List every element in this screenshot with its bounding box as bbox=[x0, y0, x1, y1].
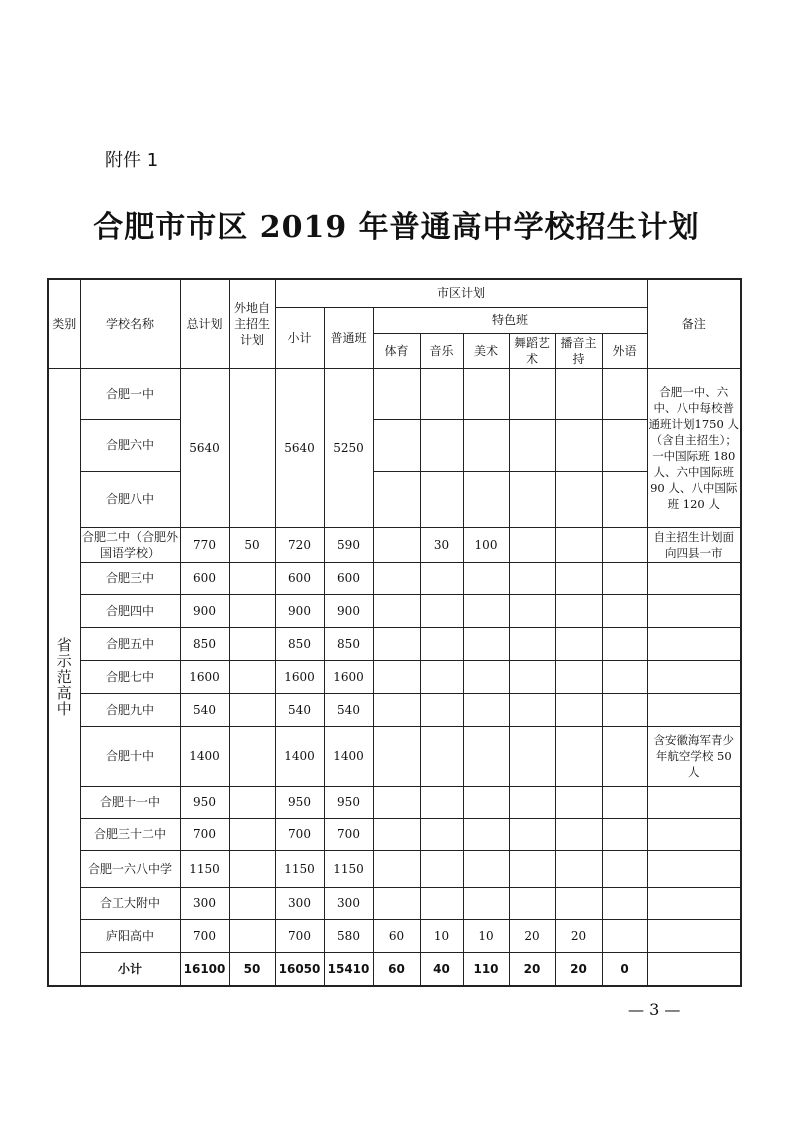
school-name: 合肥二中（合肥外国语学校） bbox=[80, 527, 180, 562]
subtotal-value: 700 bbox=[275, 919, 324, 952]
foreign-value bbox=[602, 850, 647, 887]
school-name: 合肥三中 bbox=[80, 562, 180, 594]
school-name: 合肥九中 bbox=[80, 693, 180, 726]
sports-value bbox=[373, 660, 420, 693]
foreign-value bbox=[602, 786, 647, 818]
total-outside-plan-value: 50 bbox=[229, 952, 275, 986]
regular-value: 1400 bbox=[324, 726, 373, 786]
broadcast-value bbox=[555, 527, 602, 562]
broadcast-value bbox=[555, 562, 602, 594]
table-row bbox=[48, 471, 741, 527]
regular-value: 1600 bbox=[324, 660, 373, 693]
table-row bbox=[48, 786, 741, 818]
foreign-value bbox=[602, 818, 647, 850]
dance-value: 20 bbox=[509, 919, 555, 952]
dance-value bbox=[509, 726, 555, 786]
remark-cell bbox=[647, 627, 741, 660]
school-name: 庐阳高中 bbox=[80, 919, 180, 952]
total-foreign-value: 0 bbox=[602, 952, 647, 986]
broadcast-value bbox=[555, 850, 602, 887]
art-value bbox=[463, 786, 509, 818]
art-value bbox=[463, 594, 509, 627]
subtotal-value: 1600 bbox=[275, 660, 324, 693]
broadcast-value bbox=[555, 693, 602, 726]
header-remarks: 备注 bbox=[647, 279, 741, 368]
total-plan-value: 900 bbox=[180, 594, 229, 627]
table-row bbox=[48, 693, 741, 726]
subtotal-value: 1400 bbox=[275, 726, 324, 786]
header-regular-class: 普通班 bbox=[324, 307, 373, 368]
foreign-value bbox=[602, 660, 647, 693]
regular-value: 1150 bbox=[324, 850, 373, 887]
total-total-plan-value: 16100 bbox=[180, 952, 229, 986]
outside-plan-value bbox=[229, 627, 275, 660]
table-row bbox=[48, 419, 741, 471]
subtotal-value: 850 bbox=[275, 627, 324, 660]
outside-plan-value bbox=[229, 786, 275, 818]
subtotal-value: 720 bbox=[275, 527, 324, 562]
broadcast-value bbox=[555, 726, 602, 786]
outside-plan-value bbox=[229, 818, 275, 850]
school-name: 合肥一中 bbox=[80, 368, 180, 419]
total-plan-value: 1150 bbox=[180, 850, 229, 887]
foreign-value bbox=[602, 887, 647, 919]
art-value bbox=[463, 726, 509, 786]
header-art: 美术 bbox=[463, 333, 509, 368]
regular-value: 540 bbox=[324, 693, 373, 726]
sports-value bbox=[373, 471, 420, 527]
music-value bbox=[420, 660, 463, 693]
header-subtotal: 小计 bbox=[275, 307, 324, 368]
subtotal-value: 1150 bbox=[275, 850, 324, 887]
music-value bbox=[420, 562, 463, 594]
foreign-value bbox=[602, 562, 647, 594]
broadcast-value bbox=[555, 818, 602, 850]
subtotal-value: 950 bbox=[275, 786, 324, 818]
table-row bbox=[48, 368, 741, 419]
outside-plan-value bbox=[229, 887, 275, 919]
sports-value bbox=[373, 368, 420, 419]
outside-plan-value bbox=[229, 726, 275, 786]
music-value bbox=[420, 368, 463, 419]
school-name: 合工大附中 bbox=[80, 887, 180, 919]
outside-plan-value bbox=[229, 594, 275, 627]
remark-cell bbox=[647, 562, 741, 594]
total-row bbox=[48, 952, 741, 986]
foreign-value bbox=[602, 627, 647, 660]
sports-value bbox=[373, 594, 420, 627]
art-value bbox=[463, 887, 509, 919]
school-name: 合肥三十二中 bbox=[80, 818, 180, 850]
music-value: 10 bbox=[420, 919, 463, 952]
dance-value bbox=[509, 887, 555, 919]
school-name: 合肥十一中 bbox=[80, 786, 180, 818]
art-value bbox=[463, 818, 509, 850]
header-broadcast: 播音主持 bbox=[555, 333, 602, 368]
regular-value: 580 bbox=[324, 919, 373, 952]
sports-value bbox=[373, 887, 420, 919]
broadcast-value bbox=[555, 660, 602, 693]
total-plan-value: 770 bbox=[180, 527, 229, 562]
school-name: 合肥八中 bbox=[80, 471, 180, 527]
foreign-value bbox=[602, 726, 647, 786]
art-value: 10 bbox=[463, 919, 509, 952]
total-plan-value: 700 bbox=[180, 818, 229, 850]
table-row bbox=[48, 660, 741, 693]
sports-value bbox=[373, 786, 420, 818]
foreign-value bbox=[602, 527, 647, 562]
dance-value bbox=[509, 850, 555, 887]
total-label: 小计 bbox=[80, 952, 180, 986]
dance-value bbox=[509, 471, 555, 527]
foreign-value bbox=[602, 368, 647, 419]
table-row bbox=[48, 850, 741, 887]
total-broadcast-value: 20 bbox=[555, 952, 602, 986]
remark-cell bbox=[647, 660, 741, 693]
table-row bbox=[48, 527, 741, 562]
attachment-label: 附件 1 bbox=[105, 150, 159, 171]
table-row bbox=[48, 627, 741, 660]
table-row bbox=[48, 594, 741, 627]
school-name: 合肥七中 bbox=[80, 660, 180, 693]
foreign-value bbox=[602, 919, 647, 952]
table-row bbox=[48, 562, 741, 594]
art-value bbox=[463, 471, 509, 527]
enrollment-plan-table bbox=[47, 278, 742, 987]
outside-plan-value bbox=[229, 850, 275, 887]
total-sports-value: 60 bbox=[373, 952, 420, 986]
header-foreign-language: 外语 bbox=[602, 333, 647, 368]
total-plan-value: 700 bbox=[180, 919, 229, 952]
dance-value bbox=[509, 368, 555, 419]
table-row bbox=[48, 919, 741, 952]
page-title: 合肥市市区 2019 年普通高中学校招生计划 bbox=[93, 210, 700, 245]
school-name: 合肥四中 bbox=[80, 594, 180, 627]
outside-plan-value: 50 bbox=[229, 527, 275, 562]
music-value bbox=[420, 726, 463, 786]
music-value bbox=[420, 786, 463, 818]
art-value bbox=[463, 627, 509, 660]
art-value bbox=[463, 562, 509, 594]
header-dance: 舞蹈艺术 bbox=[509, 333, 555, 368]
school-name: 合肥一六八中学 bbox=[80, 850, 180, 887]
remark-cell bbox=[647, 850, 741, 887]
regular-value: 300 bbox=[324, 887, 373, 919]
table-row bbox=[48, 818, 741, 850]
dance-value bbox=[509, 562, 555, 594]
subtotal-value: 600 bbox=[275, 562, 324, 594]
remark-cell: 含安徽海军青少年航空学校 50 人 bbox=[647, 726, 741, 786]
remark-cell: 合肥一中、六中、八中每校普通班计划1750 人（含自主招生）；一中国际班 180 人、六中国际班 90 人、八中国际班 120 人 bbox=[647, 368, 741, 527]
total-art-value: 110 bbox=[463, 952, 509, 986]
subtotal-value: 700 bbox=[275, 818, 324, 850]
dance-value bbox=[509, 660, 555, 693]
table-row bbox=[48, 726, 741, 786]
dance-value bbox=[509, 818, 555, 850]
regular-value: 850 bbox=[324, 627, 373, 660]
total-regular-value: 15410 bbox=[324, 952, 373, 986]
music-value: 30 bbox=[420, 527, 463, 562]
outside-plan-value bbox=[229, 562, 275, 594]
total-plan-value: 300 bbox=[180, 887, 229, 919]
subtotal-value: 5640 bbox=[275, 368, 324, 527]
music-value bbox=[420, 594, 463, 627]
subtotal-value: 900 bbox=[275, 594, 324, 627]
broadcast-value bbox=[555, 594, 602, 627]
art-value bbox=[463, 419, 509, 471]
foreign-value bbox=[602, 594, 647, 627]
art-value bbox=[463, 660, 509, 693]
header-special-class: 特色班 bbox=[373, 307, 647, 333]
sports-value bbox=[373, 850, 420, 887]
sports-value bbox=[373, 527, 420, 562]
total-plan-value: 1600 bbox=[180, 660, 229, 693]
subtotal-value: 540 bbox=[275, 693, 324, 726]
header-city-plan: 市区计划 bbox=[275, 279, 647, 307]
foreign-value bbox=[602, 693, 647, 726]
sports-value bbox=[373, 726, 420, 786]
header-category: 类别 bbox=[48, 279, 80, 368]
total-plan-value: 540 bbox=[180, 693, 229, 726]
sports-value bbox=[373, 419, 420, 471]
regular-value: 700 bbox=[324, 818, 373, 850]
subtotal-value: 300 bbox=[275, 887, 324, 919]
total-plan-value: 850 bbox=[180, 627, 229, 660]
broadcast-value: 20 bbox=[555, 919, 602, 952]
table-row bbox=[48, 887, 741, 919]
music-value bbox=[420, 627, 463, 660]
regular-value: 590 bbox=[324, 527, 373, 562]
total-dance-value: 20 bbox=[509, 952, 555, 986]
broadcast-value bbox=[555, 471, 602, 527]
outside-plan-value bbox=[229, 693, 275, 726]
header-sports: 体育 bbox=[373, 333, 420, 368]
art-value bbox=[463, 850, 509, 887]
broadcast-value bbox=[555, 368, 602, 419]
school-name: 合肥十中 bbox=[80, 726, 180, 786]
dance-value bbox=[509, 786, 555, 818]
regular-value: 900 bbox=[324, 594, 373, 627]
category-label: 省 示 范 高 中 bbox=[56, 635, 72, 718]
sports-value bbox=[373, 693, 420, 726]
header-school-name: 学校名称 bbox=[80, 279, 180, 368]
outside-plan-value bbox=[229, 368, 275, 527]
outside-plan-value bbox=[229, 919, 275, 952]
dance-value bbox=[509, 627, 555, 660]
art-value: 100 bbox=[463, 527, 509, 562]
header-music: 音乐 bbox=[420, 333, 463, 368]
dance-value bbox=[509, 594, 555, 627]
total-plan-value: 1400 bbox=[180, 726, 229, 786]
regular-value: 600 bbox=[324, 562, 373, 594]
dance-value bbox=[509, 419, 555, 471]
sports-value bbox=[373, 562, 420, 594]
school-name: 合肥六中 bbox=[80, 419, 180, 471]
regular-value: 5250 bbox=[324, 368, 373, 527]
page-number: — 3 — bbox=[628, 1000, 681, 1019]
music-value bbox=[420, 693, 463, 726]
remark-cell bbox=[647, 594, 741, 627]
broadcast-value bbox=[555, 887, 602, 919]
header-outside-plan: 外地自主招生计划 bbox=[229, 279, 275, 368]
remark-cell bbox=[647, 919, 741, 952]
dance-value bbox=[509, 693, 555, 726]
regular-value: 950 bbox=[324, 786, 373, 818]
broadcast-value bbox=[555, 786, 602, 818]
total-remark-cell bbox=[647, 952, 741, 986]
dance-value bbox=[509, 527, 555, 562]
remark-cell bbox=[647, 786, 741, 818]
remark-cell: 自主招生计划面向四县一市 bbox=[647, 527, 741, 562]
broadcast-value bbox=[555, 419, 602, 471]
music-value bbox=[420, 887, 463, 919]
category-cell bbox=[48, 368, 80, 986]
music-value bbox=[420, 818, 463, 850]
total-music-value: 40 bbox=[420, 952, 463, 986]
foreign-value bbox=[602, 419, 647, 471]
broadcast-value bbox=[555, 627, 602, 660]
sports-value bbox=[373, 627, 420, 660]
music-value bbox=[420, 850, 463, 887]
sports-value bbox=[373, 818, 420, 850]
remark-cell bbox=[647, 818, 741, 850]
music-value bbox=[420, 419, 463, 471]
total-subtotal-value: 16050 bbox=[275, 952, 324, 986]
total-plan-value: 950 bbox=[180, 786, 229, 818]
header-total-plan: 总计划 bbox=[180, 279, 229, 368]
total-plan-value: 600 bbox=[180, 562, 229, 594]
school-name: 合肥五中 bbox=[80, 627, 180, 660]
remark-cell bbox=[647, 887, 741, 919]
sports-value: 60 bbox=[373, 919, 420, 952]
outside-plan-value bbox=[229, 660, 275, 693]
music-value bbox=[420, 471, 463, 527]
total-plan-value: 5640 bbox=[180, 368, 229, 527]
art-value bbox=[463, 368, 509, 419]
art-value bbox=[463, 693, 509, 726]
foreign-value bbox=[602, 471, 647, 527]
remark-cell bbox=[647, 693, 741, 726]
